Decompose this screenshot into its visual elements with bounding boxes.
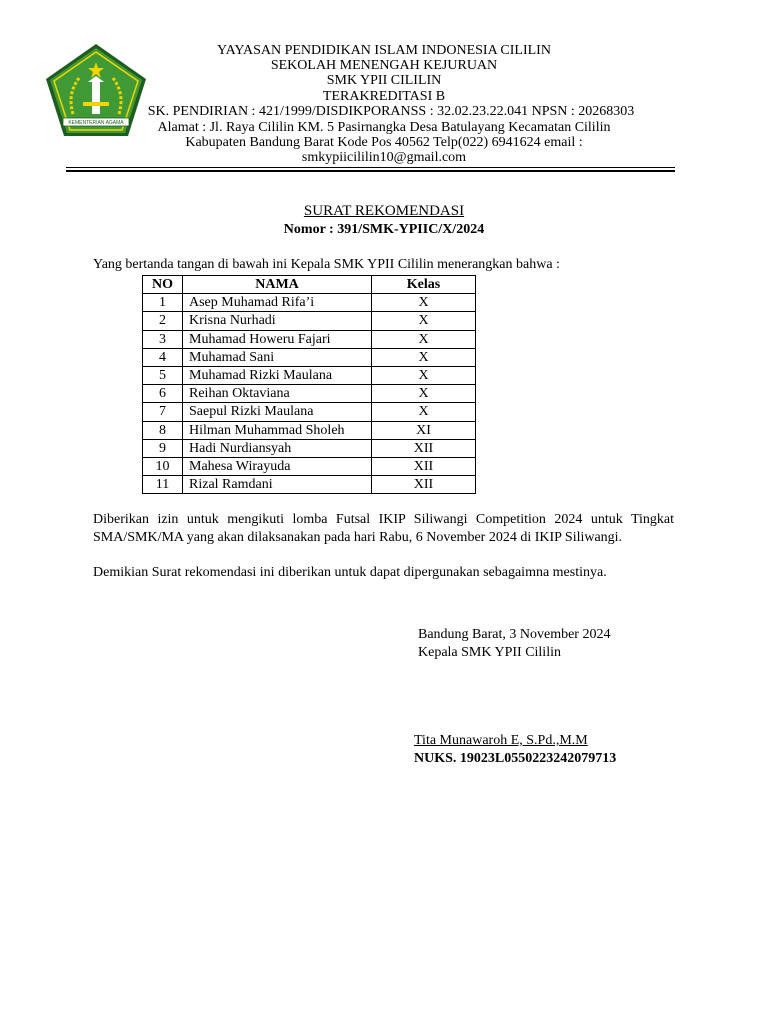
- row-number: 5: [143, 366, 183, 384]
- signature-place-date: Bandung Barat, 3 November 2024: [418, 627, 611, 642]
- table-row: [143, 421, 476, 439]
- student-name: Saepul Rizki Maulana: [183, 403, 372, 421]
- table-row: [143, 366, 476, 384]
- student-name: Hadi Nurdiansyah: [183, 439, 372, 457]
- table-row: [143, 348, 476, 366]
- row-number: 11: [143, 476, 183, 494]
- row-number: 4: [143, 348, 183, 366]
- address-line-1: Alamat : Jl. Raya Cililin KM. 5 Pasirnangka Desa Batulayang Kecamatan Cililin: [157, 120, 611, 135]
- student-name: Muhamad Sani: [183, 348, 372, 366]
- table-row: [143, 294, 476, 312]
- student-class: X: [372, 294, 476, 312]
- intro-paragraph: Yang bertanda tangan di bawah ini Kepala SMK YPII Cililin menerangkan bahwa :: [93, 257, 560, 272]
- student-name: Reihan Oktaviana: [183, 385, 372, 403]
- row-number: 8: [143, 421, 183, 439]
- header-no: NO: [143, 276, 183, 294]
- letterhead-divider-thin: [66, 167, 675, 168]
- student-name: Asep Muhamad Rifa’i: [183, 294, 372, 312]
- student-name: Muhamad Howeru Fajari: [183, 330, 372, 348]
- student-class: X: [372, 348, 476, 366]
- letter-title: SURAT REKOMENDASI: [303, 203, 465, 219]
- address-line-2: Kabupaten Bandung Barat Kode Pos 40562 Telp(022) 6941624 email :: [185, 135, 583, 150]
- student-table: [142, 275, 476, 494]
- table-row: [143, 476, 476, 494]
- body-paragraph: Diberikan izin untuk mengikuti lomba Futsal IKIP Siliwangi Competition 2024 untuk Tingkat SMA/SMK/MA yang akan dilaksanakan pada hari Rabu, 6 November 2024 di IKIP Siliwangi.: [93, 512, 674, 545]
- letter-number: Nomor : 391/SMK-YPIIC/X/2024: [283, 222, 485, 237]
- row-number: 7: [143, 403, 183, 421]
- signatory-name: Tita Munawaroh E, S.Pd.,M.M: [414, 733, 588, 748]
- student-class: X: [372, 366, 476, 384]
- header-nama: NAMA: [183, 276, 372, 294]
- table-row: [143, 330, 476, 348]
- signatory-id: NUKS. 19023L0550223242079713: [414, 751, 617, 766]
- student-name: Hilman Muhammad Sholeh: [183, 421, 372, 439]
- table-row: [143, 439, 476, 457]
- table-row: [143, 385, 476, 403]
- student-name: Muhamad Rizki Maulana: [183, 366, 372, 384]
- school-level: SEKOLAH MENENGAH KEJURUAN: [270, 58, 498, 73]
- student-name: Krisna Nurhadi: [183, 312, 372, 330]
- table-row: [143, 312, 476, 330]
- logo-banner-text: KEMENTERIAN AGAMA: [68, 120, 124, 126]
- letterhead-divider-thick: [66, 170, 675, 172]
- student-class: XII: [372, 439, 476, 457]
- student-class: X: [372, 403, 476, 421]
- table-row: [143, 403, 476, 421]
- student-name: Mahesa Wirayuda: [183, 457, 372, 475]
- table-row: [143, 457, 476, 475]
- student-name: Rizal Ramdani: [183, 476, 372, 494]
- email: smkypiicililin10@gmail.com: [301, 150, 467, 165]
- table-header-row: [143, 276, 476, 294]
- closing-paragraph: Demikian Surat rekomendasi ini diberikan untuk dapat dipergunakan sebagaimna mestinya.: [93, 565, 607, 580]
- header-kelas: Kelas: [372, 276, 476, 294]
- student-class: XII: [372, 476, 476, 494]
- student-class: X: [372, 385, 476, 403]
- row-number: 3: [143, 330, 183, 348]
- row-number: 2: [143, 312, 183, 330]
- row-number: 6: [143, 385, 183, 403]
- accreditation: TERAKREDITASI B: [322, 89, 446, 104]
- student-class: X: [372, 330, 476, 348]
- foundation-name: YAYASAN PENDIDIKAN ISLAM INDONESIA CILILIN: [217, 43, 551, 58]
- row-number: 1: [143, 294, 183, 312]
- signature-position: Kepala SMK YPII Cililin: [418, 645, 561, 660]
- row-number: 10: [143, 457, 183, 475]
- student-class: XI: [372, 421, 476, 439]
- student-class: X: [372, 312, 476, 330]
- student-class: XII: [372, 457, 476, 475]
- school-name: SMK YPII CILILIN: [326, 73, 442, 88]
- row-number: 9: [143, 439, 183, 457]
- registration-numbers: SK. PENDIRIAN : 421/1999/DISDIKPORANSS : 32.02.23.22.041 NPSN : 20268303: [147, 104, 635, 119]
